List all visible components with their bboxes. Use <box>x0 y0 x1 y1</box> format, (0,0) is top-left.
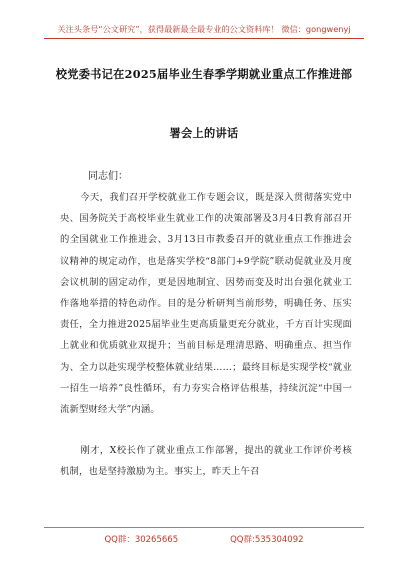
paragraph-1-text: 今天，我们召开学校就业工作专题会议，既是深入贯彻落实党中央、国务院关于高校毕业生就业工作的决策部署及3月4日教育部召开的全国就业工作推进会、3月13日市教委召开的就业重点工作推进会议精神的规定动作，也是落实学校“8部门+9学院”联动促就业及月度会议机制的固定动作，更是因地制宜、因势而变及时出台强化就业工作落地举措的特色动作。目的是分析研判当前形势，明确任务、压实责任，全力推进2025届毕业生更高质量更充分就业，千方百计实现面上就业和优质就业双提升；当前目标是理清思路、明确重点、担当作为、全力以赴实现学校整体就业结果……；最终目标是实现学校“就业一招生一培养”良性循环，有力夯实合格评估根基，持续沉淀“中国一流新型财经大学”内涵。 <box>60 192 352 416</box>
footer-qq-group-1: QQ群：30265665 <box>104 535 179 545</box>
document-title-line2: 署会上的讲话 <box>169 126 239 140</box>
document-title-line1: 校党委书记在2025届毕业生春季学期就业重点工作推进部 <box>55 67 353 81</box>
body-paragraph-1 <box>60 187 352 420</box>
header-banner: 关注头条号“公文研究”，获得最新最全最专业的公文资料库！ 微信：gongwenyj <box>57 24 351 34</box>
paragraph-2-text: 刚才，X校长作了就业重点工作部署，提出的就业工作评价考核机制，也是坚持激励为主。事实上，昨天上午召 <box>60 445 352 478</box>
header-divider <box>44 38 364 39</box>
footer <box>0 533 408 545</box>
body-paragraph-2 <box>60 440 352 482</box>
footer-divider <box>44 527 364 528</box>
footer-qq-group-2: QQ群:535304092 <box>230 535 304 545</box>
greeting: 同志们： <box>88 171 128 182</box>
